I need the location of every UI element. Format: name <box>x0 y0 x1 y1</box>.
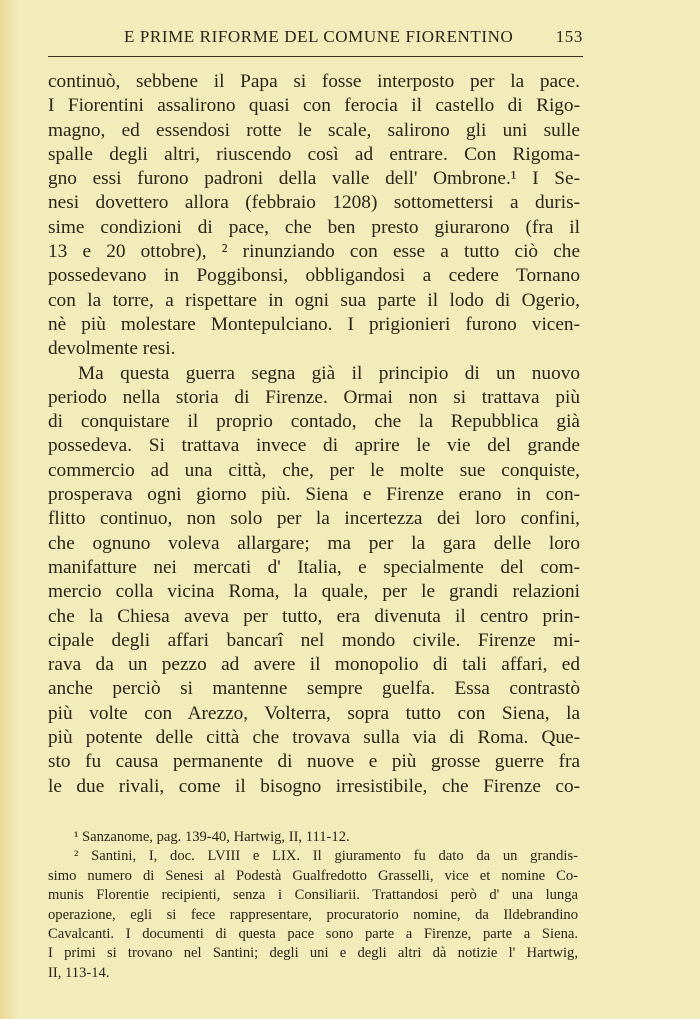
text-line: che ognuno voleva allargare; ma per la gara delle loro <box>48 532 580 554</box>
text-line: flitto continuo, non solo per la incertezza dei loro confini, <box>48 508 580 530</box>
footnote-line: ¹ Sanzanome, pag. 139-40, Hartwig, II, 111-12. <box>74 829 350 845</box>
text-line: possedevano in Poggibonsi, obbligandosi a cedere Tornano <box>48 265 580 287</box>
text-line: I Fiorentini assalirono quasi con ferocia il castello di Rigo- <box>48 95 580 117</box>
text-line: 13 e 20 ottobre), ² rinunziando con esse a tutto ciò che <box>48 241 580 263</box>
text-line: periodo nella storia di Firenze. Ormai non si trattava più <box>48 386 580 408</box>
text-line: continuò, sebbene il Papa si fosse interposto per la pace. <box>48 71 580 92</box>
text-line: nesi dovettero allora (febbraio 1208) sottomettersi a duris- <box>48 192 580 214</box>
text-line: le due rivali, come il bisogno irresistibile, che Firenze co- <box>48 775 580 797</box>
footnote-line: operazione, egli si fece rappresentare, procuratorio nomine, da Ildebrandino <box>48 906 578 923</box>
text-line: commercio ad una città, che, per le molte sue conquiste, <box>48 459 580 481</box>
footnote-line: Cavalcanti. I documenti di questa pace sono parte a Firenze, parte a Siena. <box>48 925 578 942</box>
footnote-line: ² Santini, I, doc. LVIII e LIX. Il giuramento fu dato da un grandis- <box>74 848 578 865</box>
text-line: magno, ed essendosi rotte le scale, salirono gli uni sulle <box>48 119 580 141</box>
footnote-line: simo numero di Senesi al Podestà Gualfredotto Grasselli, vice et nomine Co- <box>48 867 578 884</box>
text-line: che la Chiesa aveva per tutto, era divenuta il centro prin- <box>48 605 580 627</box>
text-line: spalle degli altri, riuscendo così ad entrare. Con Rigoma- <box>48 143 580 165</box>
text-line: sime condizioni di pace, che ben presto giurarono (fra il <box>48 216 580 238</box>
text-line: mercio colla vicina Roma, la quale, per le grandi relazioni <box>48 581 580 603</box>
main-text <box>48 70 580 799</box>
text-line: anche perciò si mantenne sempre guelfa. Essa contrastò <box>48 678 580 700</box>
text-line: rava da un pezzo ad avere il monopolio di tali affari, ed <box>48 654 580 676</box>
text-line: gno essi furono padroni della valle dell' Ombrone.¹ I Se- <box>48 168 580 190</box>
text-line: sto fu causa permanente di nuove e più grosse guerre fra <box>48 751 580 773</box>
text-line: più potente delle città che trovava sulla via di Roma. Que- <box>48 727 580 749</box>
footnotes <box>48 828 578 983</box>
footnote-line: munis Florentie recipienti, senza i Consiliarii. Trattandosi però d' una lunga <box>48 887 578 904</box>
footnote-line: II, 113-14. <box>48 964 110 981</box>
page-binding-shadow <box>0 0 18 1019</box>
text-line: Ma questa guerra segna già il principio di un nuovo <box>78 362 580 384</box>
text-line: manifatture nei mercati d' Italia, e specialmente del com- <box>48 556 580 578</box>
text-line: con la torre, a rispettare in ogni sua parte il lodo di Ogerio, <box>48 289 580 311</box>
page-number: 153 <box>555 27 583 46</box>
footnote-line: I primi si trovano nel Santini; degli uni e degli altri dà notizie l' Hartwig, <box>48 945 578 962</box>
header-rule <box>48 56 583 57</box>
text-line: più volte con Arezzo, Volterra, sopra tutto con Siena, la <box>48 702 580 724</box>
text-line: cipale degli affari bancarî nel mondo civile. Firenze mi- <box>48 629 580 651</box>
text-line: possedeva. Si trattava invece di aprire le vie del grande <box>48 435 580 457</box>
running-title: E PRIME RIFORME DEL COMUNE FIORENTINO <box>124 27 514 46</box>
running-header <box>48 27 583 53</box>
text-line: devolmente resi. <box>48 338 176 360</box>
text-line: prosperava ogni giorno più. Siena e Firenze erano in con- <box>48 484 580 506</box>
text-line: nè più molestare Montepulciano. I prigionieri furono vicen- <box>48 313 580 335</box>
text-line: di conquistare il proprio contado, che la Repubblica già <box>48 411 580 433</box>
